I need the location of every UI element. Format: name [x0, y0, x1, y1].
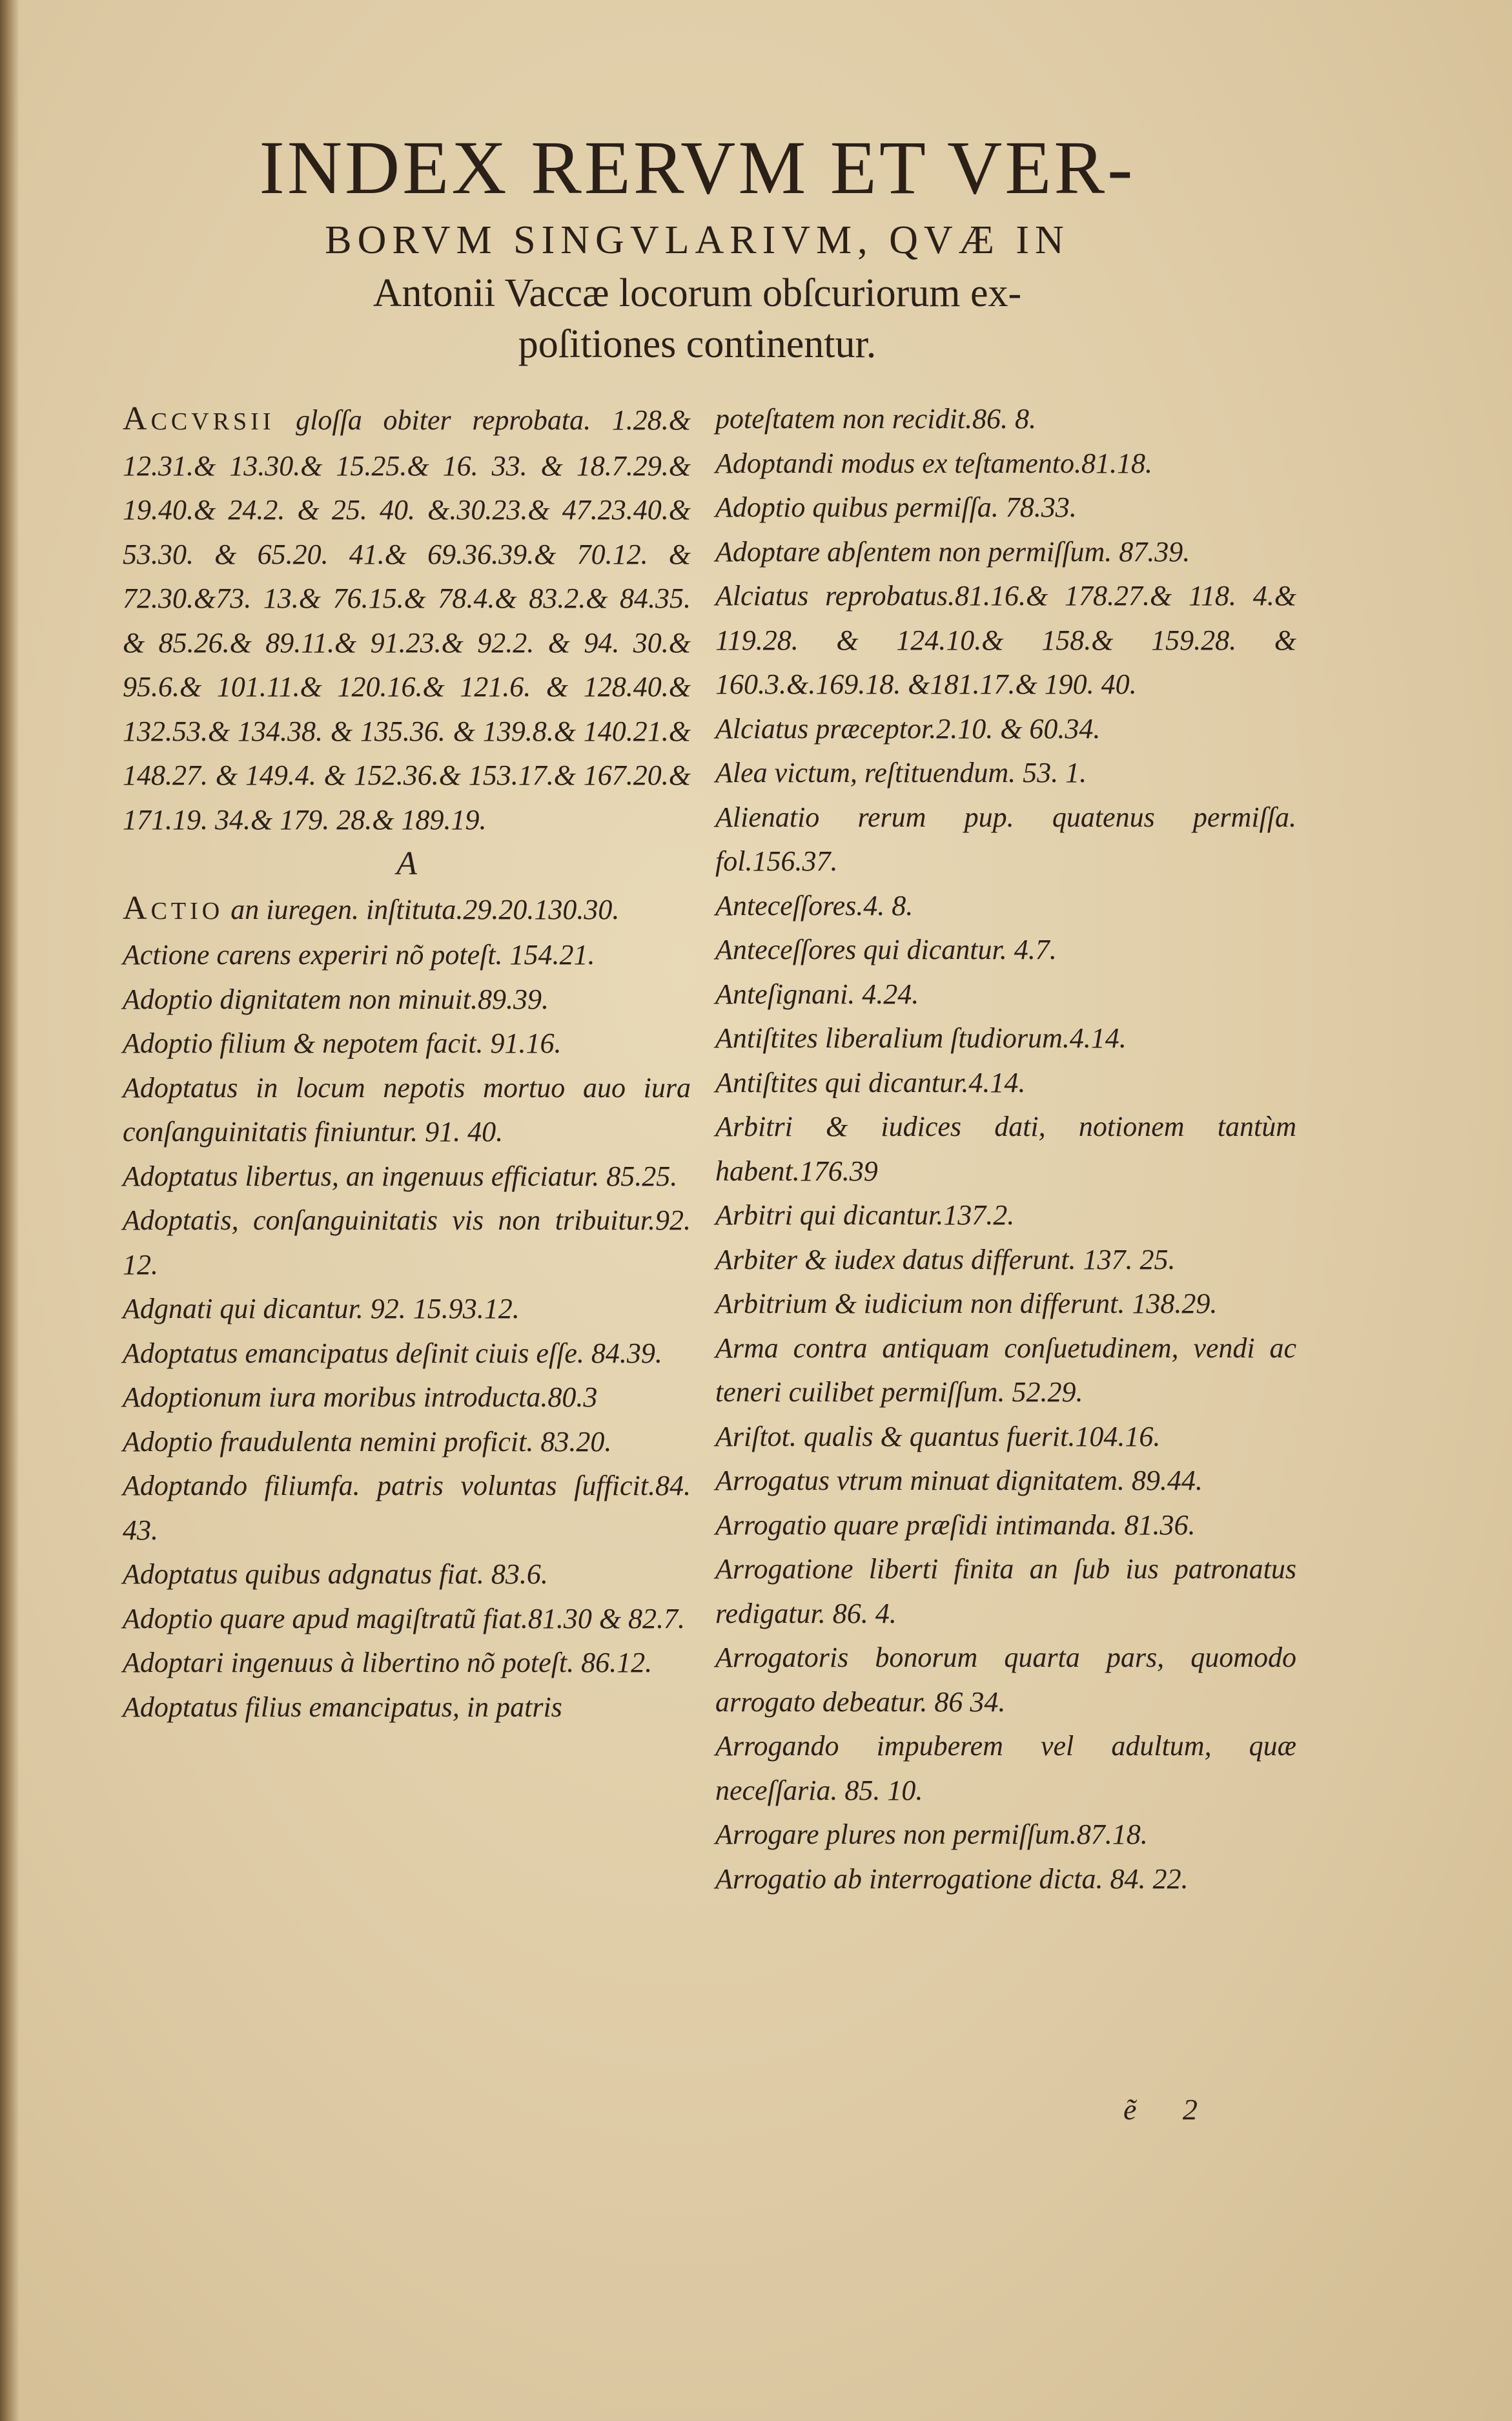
index-entry — [715, 574, 1296, 707]
index-entry — [123, 1597, 691, 1642]
index-entry — [123, 978, 691, 1022]
index-entry — [715, 973, 1296, 1017]
index-entry — [715, 1547, 1296, 1636]
entry-text: Ariſtot. qualis & quantus fuerit.104.16. — [715, 1420, 1161, 1452]
entry-text: Adoptandi modus ex teſtamento.81.18. — [715, 447, 1153, 479]
title-line-3: Antonii Vaccæ locorum obſcuriorum ex- — [373, 271, 1022, 315]
entry-text: Arbitrium & iudicium non differunt. 138.29. — [715, 1288, 1218, 1319]
entry-text: Adoptatus quibus adgnatus fiat. 83.6. — [123, 1558, 548, 1590]
index-title — [116, 123, 1278, 369]
entry-initial: A — [123, 889, 151, 927]
entry-text: Adoptionum iura moribus introducta.80.3 — [123, 1381, 598, 1413]
index-entry — [715, 486, 1296, 530]
entry-text: Arrogare plures non permiſſum.87.18. — [715, 1818, 1148, 1850]
entry-text: Alea victum, reſtituendum. 53. 1. — [715, 757, 1087, 788]
index-entry — [715, 1061, 1296, 1106]
entry-text: Adoptio fraudulenta nemini proficit. 83.20. — [123, 1425, 612, 1458]
entry-text: Antiſtites qui dicantur.4.14. — [715, 1066, 1026, 1098]
index-entry — [123, 1287, 691, 1332]
entry-text: Adoptio dignitatem non minuit.89.39. — [123, 983, 549, 1015]
index-entry — [715, 928, 1296, 973]
index-entry — [715, 1326, 1296, 1415]
index-entry — [123, 1641, 691, 1685]
entry-text: Anteceſſores qui dicantur. 4.7. — [715, 934, 1057, 965]
entry-text: Adgnati qui dicantur. 92. 15.93.12. — [123, 1293, 520, 1324]
index-entry — [123, 1685, 691, 1730]
entry-text: Anteſignani. 4.24. — [715, 978, 919, 1010]
index-entry — [715, 397, 1296, 442]
entry-text: Arbitri qui dicantur.137.2. — [715, 1199, 1015, 1231]
index-entry — [715, 1724, 1296, 1813]
entry-small-caps: CTIO — [150, 897, 224, 925]
title-line-2: BORVM SINGVLARIVM, QVÆ IN — [325, 218, 1070, 262]
entry-text: Adoptio filium & nepotem facit. 91.16. — [123, 1027, 562, 1059]
index-entry — [715, 1193, 1296, 1238]
index-entry — [123, 1464, 691, 1552]
index-entry — [715, 1459, 1296, 1503]
entry-text: Arbiter & iudex datus differunt. 137. 25. — [715, 1243, 1176, 1275]
index-entry — [715, 1636, 1296, 1724]
entry-text: Arrogatio ab interrogatione dicta. 84. 22. — [715, 1862, 1189, 1895]
index-entry — [123, 1022, 691, 1066]
entry-text: Adoptio quare apud magiſtratũ fiat.81.30 & 82.7. — [123, 1602, 686, 1634]
entry-text: Arrogando impuberem vel adultum, quæ neceſſaria. 85. 10. — [715, 1730, 1296, 1806]
entry-text: Adoptari ingenuus à libertino nõ poteſt. 86.12. — [123, 1647, 653, 1678]
entry-text: Adoptare abſentem non permiſſum. 87.39. — [715, 535, 1190, 568]
entry-text: an iuregen. inſtituta.29.20.130.30. — [223, 893, 620, 925]
entry-text: Alciatus præceptor.2.10. & 60.34. — [715, 712, 1101, 745]
entry-text: Arrogatoris bonorum quarta pars, quomodo arrogato debeatur. 86 34. — [715, 1642, 1296, 1718]
index-entry — [715, 796, 1296, 884]
signature-mark: ẽ 2 — [1123, 2093, 1217, 2126]
index-entry — [123, 1375, 691, 1420]
title-line-4: poſitiones continentur. — [518, 322, 877, 366]
entry-text: Adoptatus filius emancipatus, in patris — [123, 1691, 562, 1723]
entry-text: Adoptatus emancipatus deſinit ciuis eſſe. 84.39. — [123, 1337, 662, 1369]
entry-text: poteſtatem non recidit.86. 8. — [715, 403, 1036, 435]
index-entry — [123, 1155, 691, 1199]
index-entry — [123, 397, 691, 842]
entry-text: Arbitri & iudices dati, notionem tantùm habent.176.39 — [715, 1111, 1296, 1187]
entry-initial: A — [123, 400, 151, 437]
index-entry — [715, 751, 1296, 796]
index-entry — [715, 1857, 1296, 1902]
entry-text: Anteceſſores.4. 8. — [715, 889, 914, 922]
title-line-1: INDEX RERVM ET VER- — [259, 125, 1136, 210]
entry-small-caps: CCVRSII — [150, 408, 275, 435]
index-entry — [715, 1503, 1296, 1548]
index-entry — [123, 1420, 691, 1465]
left-index-column — [123, 397, 691, 1729]
index-entry — [715, 1105, 1296, 1193]
entry-text: Alciatus reprobatus.81.16.& 178.27.& 118. 4.& 119.28. & 124.10.& 158.& 159.28. & 160.3.&.169.18. &181.17.& 190. 40. — [715, 580, 1296, 700]
index-entry — [123, 1066, 691, 1155]
letter-section-heading: A — [396, 845, 417, 882]
index-entry — [123, 1332, 691, 1376]
entry-text: Adoptatus in locum nepotis mortuo auo iura conſanguinitatis finiuntur. 91. 40. — [123, 1071, 691, 1148]
entry-text: Adoptatus libertus, an ingenuus efficiatur. 85.25. — [123, 1160, 678, 1192]
index-entry — [715, 442, 1296, 486]
entry-text: Adoptando filiumfa. patris voluntas ſufficit.84. 43. — [123, 1470, 691, 1546]
index-entry — [123, 1199, 691, 1287]
index-entry — [715, 884, 1296, 929]
index-entry — [123, 1552, 691, 1597]
entry-text: Arma contra antiquam conſuetudinem, vendi ac teneri cuilibet permiſſum. 52.29. — [715, 1332, 1296, 1408]
index-entry — [715, 1415, 1296, 1459]
entry-text: Actione carens experiri nõ poteſt. 154.21. — [123, 939, 595, 971]
index-entry — [123, 933, 691, 978]
binding-gutter-shadow — [0, 0, 19, 2421]
entry-text: Alienatio rerum pup. quatenus permiſſa. fol.156.37. — [715, 801, 1296, 877]
index-entry — [715, 1813, 1296, 1857]
entry-text: Antiſtites liberalium ſtudiorum.4.14. — [715, 1022, 1127, 1054]
index-entry — [123, 887, 691, 934]
index-entry — [715, 530, 1296, 575]
index-entry — [715, 707, 1296, 752]
entry-text: Arrogatus vtrum minuat dignitatem. 89.44. — [715, 1465, 1203, 1496]
entry-text: Arrogatione liberti finita an ſub ius patronatus redigatur. 86. 4. — [715, 1553, 1296, 1629]
entry-text: gloſſa obiter reprobata. 1.28.& 12.31.& 13.30.& 15.25.& 16. 33. & 18.7.29.& 19.40.& 24.2. & 25. 40. &.30.23.& 47.23.40.& 53.30. & 65.20. 41.& 69.36.39.& 70.12. & 72.30.&73. 13.& 76.15.& 78.4.& 83.2.& 84.35. & 85.26.& 89.11.& 91.23.& 92.2. & 94. 30.& 95.6.& 101.11.& 120.16.& 121.6. & 128.40.& 132.53.& 134.38. & 135.36. & 139.8.& 140.21.& 148.27. & 149.4. & 152.36.& 153.17.& 167.20.& 171.19. 34.& 179. 28.& 189.19. — [123, 404, 691, 836]
right-index-column — [715, 397, 1296, 1901]
entry-text: Arrogatio quare præſidi intimanda. 81.36. — [715, 1509, 1196, 1541]
index-entry — [715, 1282, 1296, 1326]
entry-text: Adoptatis, conſanguinitatis vis non tribuitur.92. 12. — [123, 1204, 691, 1281]
index-entry — [715, 1016, 1296, 1061]
index-entry — [715, 1238, 1296, 1283]
entry-text: Adoptio quibus permiſſa. 78.33. — [715, 491, 1077, 523]
